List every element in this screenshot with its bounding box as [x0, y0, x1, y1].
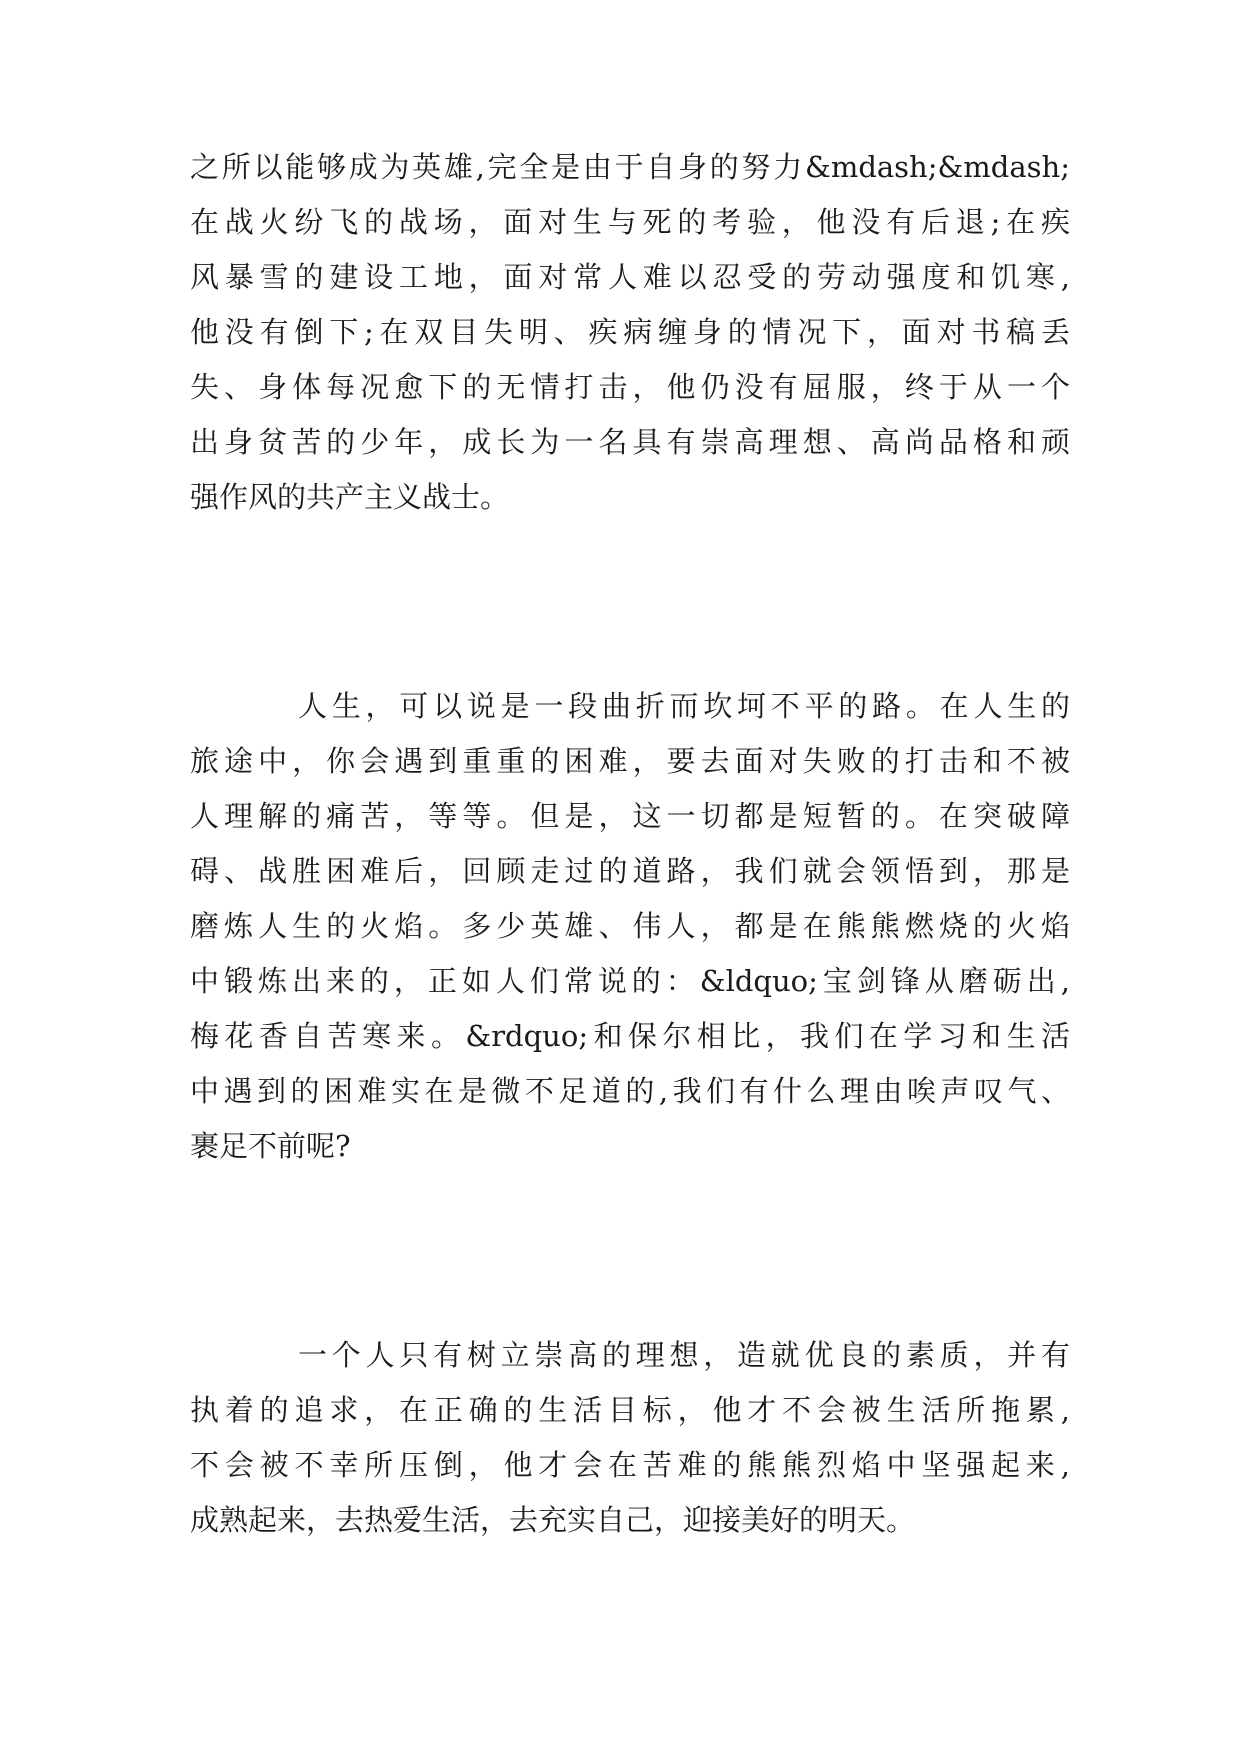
- paragraph-line: 风暴雪的建设工地，面对常人难以忍受的劳动强度和饥寒,: [190, 260, 1070, 294]
- paragraph-line: 磨炼人生的火焰。多少英雄、伟人，都是在熊熊燃烧的火焰: [190, 909, 1070, 943]
- paragraph-line: 他没有倒下;在双目失明、疾病缠身的情况下，面对书稿丢: [190, 315, 1070, 349]
- paragraph-line: 之所以能够成为英雄,完全是由于自身的努力&mdash;&mdash;: [190, 150, 1070, 184]
- paragraph-line: 中锻炼出来的，正如人们常说的：&ldquo;宝剑锋从磨砺出,: [190, 964, 1070, 998]
- paragraph-line: 在战火纷飞的战场，面对生与死的考验，他没有后退;在疾: [190, 205, 1070, 239]
- paragraph-line: 一个人只有树立崇高的理想，造就优良的素质，并有: [298, 1338, 1070, 1372]
- paragraph-line: 人理解的痛苦，等等。但是，这一切都是短暂的。在突破障: [190, 799, 1070, 833]
- paragraph-line: 梅花香自苦寒来。&rdquo;和保尔相比，我们在学习和生活: [190, 1019, 1070, 1053]
- paragraph-line: 裹足不前呢?: [190, 1129, 351, 1163]
- paragraph-line: 中遇到的困难实在是微不足道的,我们有什么理由唉声叹气、: [190, 1074, 1070, 1108]
- paragraph-line: 人生，可以说是一段曲折而坎坷不平的路。在人生的: [298, 689, 1070, 723]
- paragraph-line: 强作风的共产主义战士。: [190, 480, 510, 514]
- paragraph-line: 碍、战胜困难后，回顾走过的道路，我们就会领悟到，那是: [190, 854, 1070, 888]
- paragraph-line: 不会被不幸所压倒，他才会在苦难的熊熊烈焰中坚强起来,: [190, 1448, 1070, 1482]
- paragraph-line: 执着的追求，在正确的生活目标，他才不会被生活所拖累,: [190, 1393, 1070, 1427]
- paragraph-line: 失、身体每况愈下的无情打击，他仍没有屈服，终于从一个: [190, 370, 1070, 404]
- paragraph-line: 成熟起来，去热爱生活，去充实自己，迎接美好的明天。: [190, 1503, 916, 1537]
- paragraph-line: 旅途中，你会遇到重重的困难，要去面对失败的打击和不被: [190, 744, 1070, 778]
- paragraph-line: 出身贫苦的少年，成长为一名具有崇高理想、高尚品格和顽: [190, 425, 1070, 459]
